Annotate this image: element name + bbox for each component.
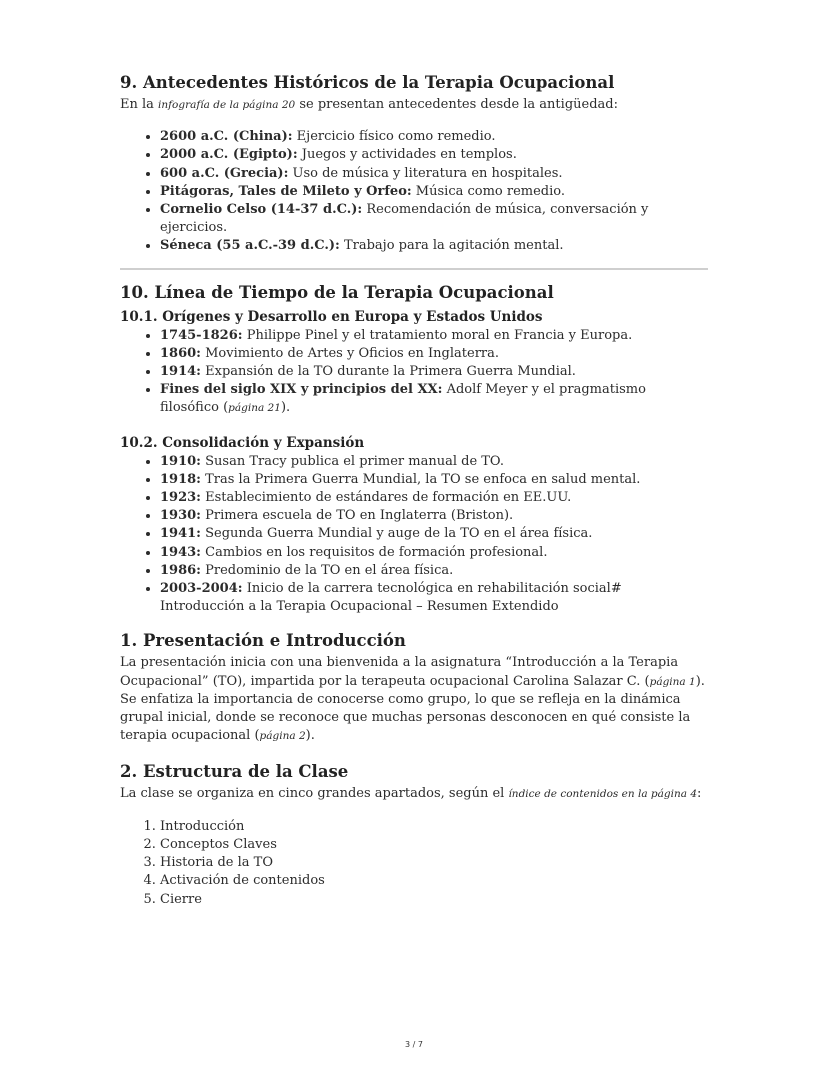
section-divider: [120, 268, 708, 270]
subsection-10-2-list: [120, 453, 708, 617]
section-2-intro: La clase se organiza en cinco grandes apartados, según el índice de contenidos en la página 4:: [120, 786, 702, 802]
page-reference: página 21: [228, 402, 281, 415]
list-item: • 1860: Movimiento de Artes y Oficios en Inglaterra.: [160, 345, 708, 363]
list-item: 4. Activación de contenidos: [160, 872, 708, 890]
document-page: [120, 72, 708, 909]
list-item: • 600 a.C. (Grecia): Uso de música y literatura en hospitales.: [160, 165, 708, 183]
list-item: • Fines del siglo XIX y principios del XX: Adolf Meyer y el pragmatismo filosófico (página 21).: [160, 381, 708, 417]
list-item: 1. Introducción: [160, 818, 708, 836]
list-item: 2. Conceptos Claves: [160, 836, 708, 854]
page-number: 3 / 7: [405, 1040, 423, 1049]
list-item: 5. Cierre: [160, 891, 708, 909]
list-item: • Séneca (55 a.C.-39 d.C.): Trabajo para la agitación mental.: [160, 237, 708, 255]
section-10-heading: 10. Línea de Tiempo de la Terapia Ocupacional: [120, 282, 554, 302]
subsection-10-2-heading: 10.2. Consolidación y Expansión: [120, 434, 365, 451]
section-1-heading: 1. Presentación e Introducción: [120, 631, 406, 651]
list-item: • 2000 a.C. (Egipto): Juegos y actividades en templos.: [160, 146, 708, 164]
list-item: • 2600 a.C. (China): Ejercicio físico como remedio.: [160, 128, 708, 146]
list-item: • 1943: Cambios en los requisitos de formación profesional.: [160, 544, 708, 562]
section-2-heading: 2. Estructura de la Clase: [120, 762, 349, 782]
list-item: • 1745-1826: Philippe Pinel y el tratamiento moral en Francia y Europa.: [160, 327, 708, 345]
list-item: • 1910: Susan Tracy publica el primer manual de TO.: [160, 453, 708, 471]
list-item: • 1923: Establecimiento de estándares de formación en EE.UU.: [160, 489, 708, 507]
subsection-10-1-list: [120, 327, 708, 382]
list-item: 3. Historia de la TO: [160, 854, 708, 872]
section-9-intro: En la infografía de la página 20 se presentan antecedentes desde la antigüedad:: [120, 97, 618, 112]
page-reference: página 2: [259, 730, 306, 743]
section-9-list: [120, 128, 708, 255]
list-item: • 1918: Tras la Primera Guerra Mundial, la TO se enfoca en salud mental.: [160, 471, 708, 489]
list-item: • 2003-2004: Inicio de la carrera tecnológica en rehabilitación social# Introducción a la Terapia Ocupacional – Resumen Extendido: [160, 580, 708, 616]
page-reference: página 1: [649, 675, 696, 688]
list-item: • 1986: Predominio de la TO en el área física.: [160, 562, 708, 580]
page-reference: índice de contenidos en la página 4: [508, 788, 698, 801]
page-reference: infografía de la página 20: [158, 99, 296, 111]
list-item: • 1914: Expansión de la TO durante la Primera Guerra Mundial.: [160, 363, 708, 381]
subsection-10-1-heading: 10.1. Orígenes y Desarrollo en Europa y Estados Unidos: [120, 308, 543, 325]
section-9-heading: 9. Antecedentes Históricos de la Terapia Ocupacional: [120, 73, 615, 92]
section-1-paragraph: La presentación inicia con una bienvenida a la asignatura “Introducción a la Terapia Ocupacional” (TO), impartida por la terapeuta ocupacional Carolina Salazar C. (página 1). Se enfatiza la importancia de conocerse como grupo, lo que se refleja en la dinámica grupal inicial, donde se reconoce que muchas personas desconocen en qué consiste la terapia ocupacional (página 2).: [120, 655, 705, 744]
list-item: • Pitágoras, Tales de Mileto y Orfeo: Música como remedio.: [160, 183, 708, 201]
list-item: • 1941: Segunda Guerra Mundial y auge de la TO en el área física.: [160, 525, 708, 543]
list-item: • 1930: Primera escuela de TO en Inglaterra (Briston).: [160, 507, 708, 525]
subsection-10-1-list-tail: [120, 381, 708, 417]
section-2-ordered-list: [120, 818, 708, 909]
list-item: • Cornelio Celso (14-37 d.C.): Recomendación de música, conversación y ejercicios.: [160, 201, 708, 237]
